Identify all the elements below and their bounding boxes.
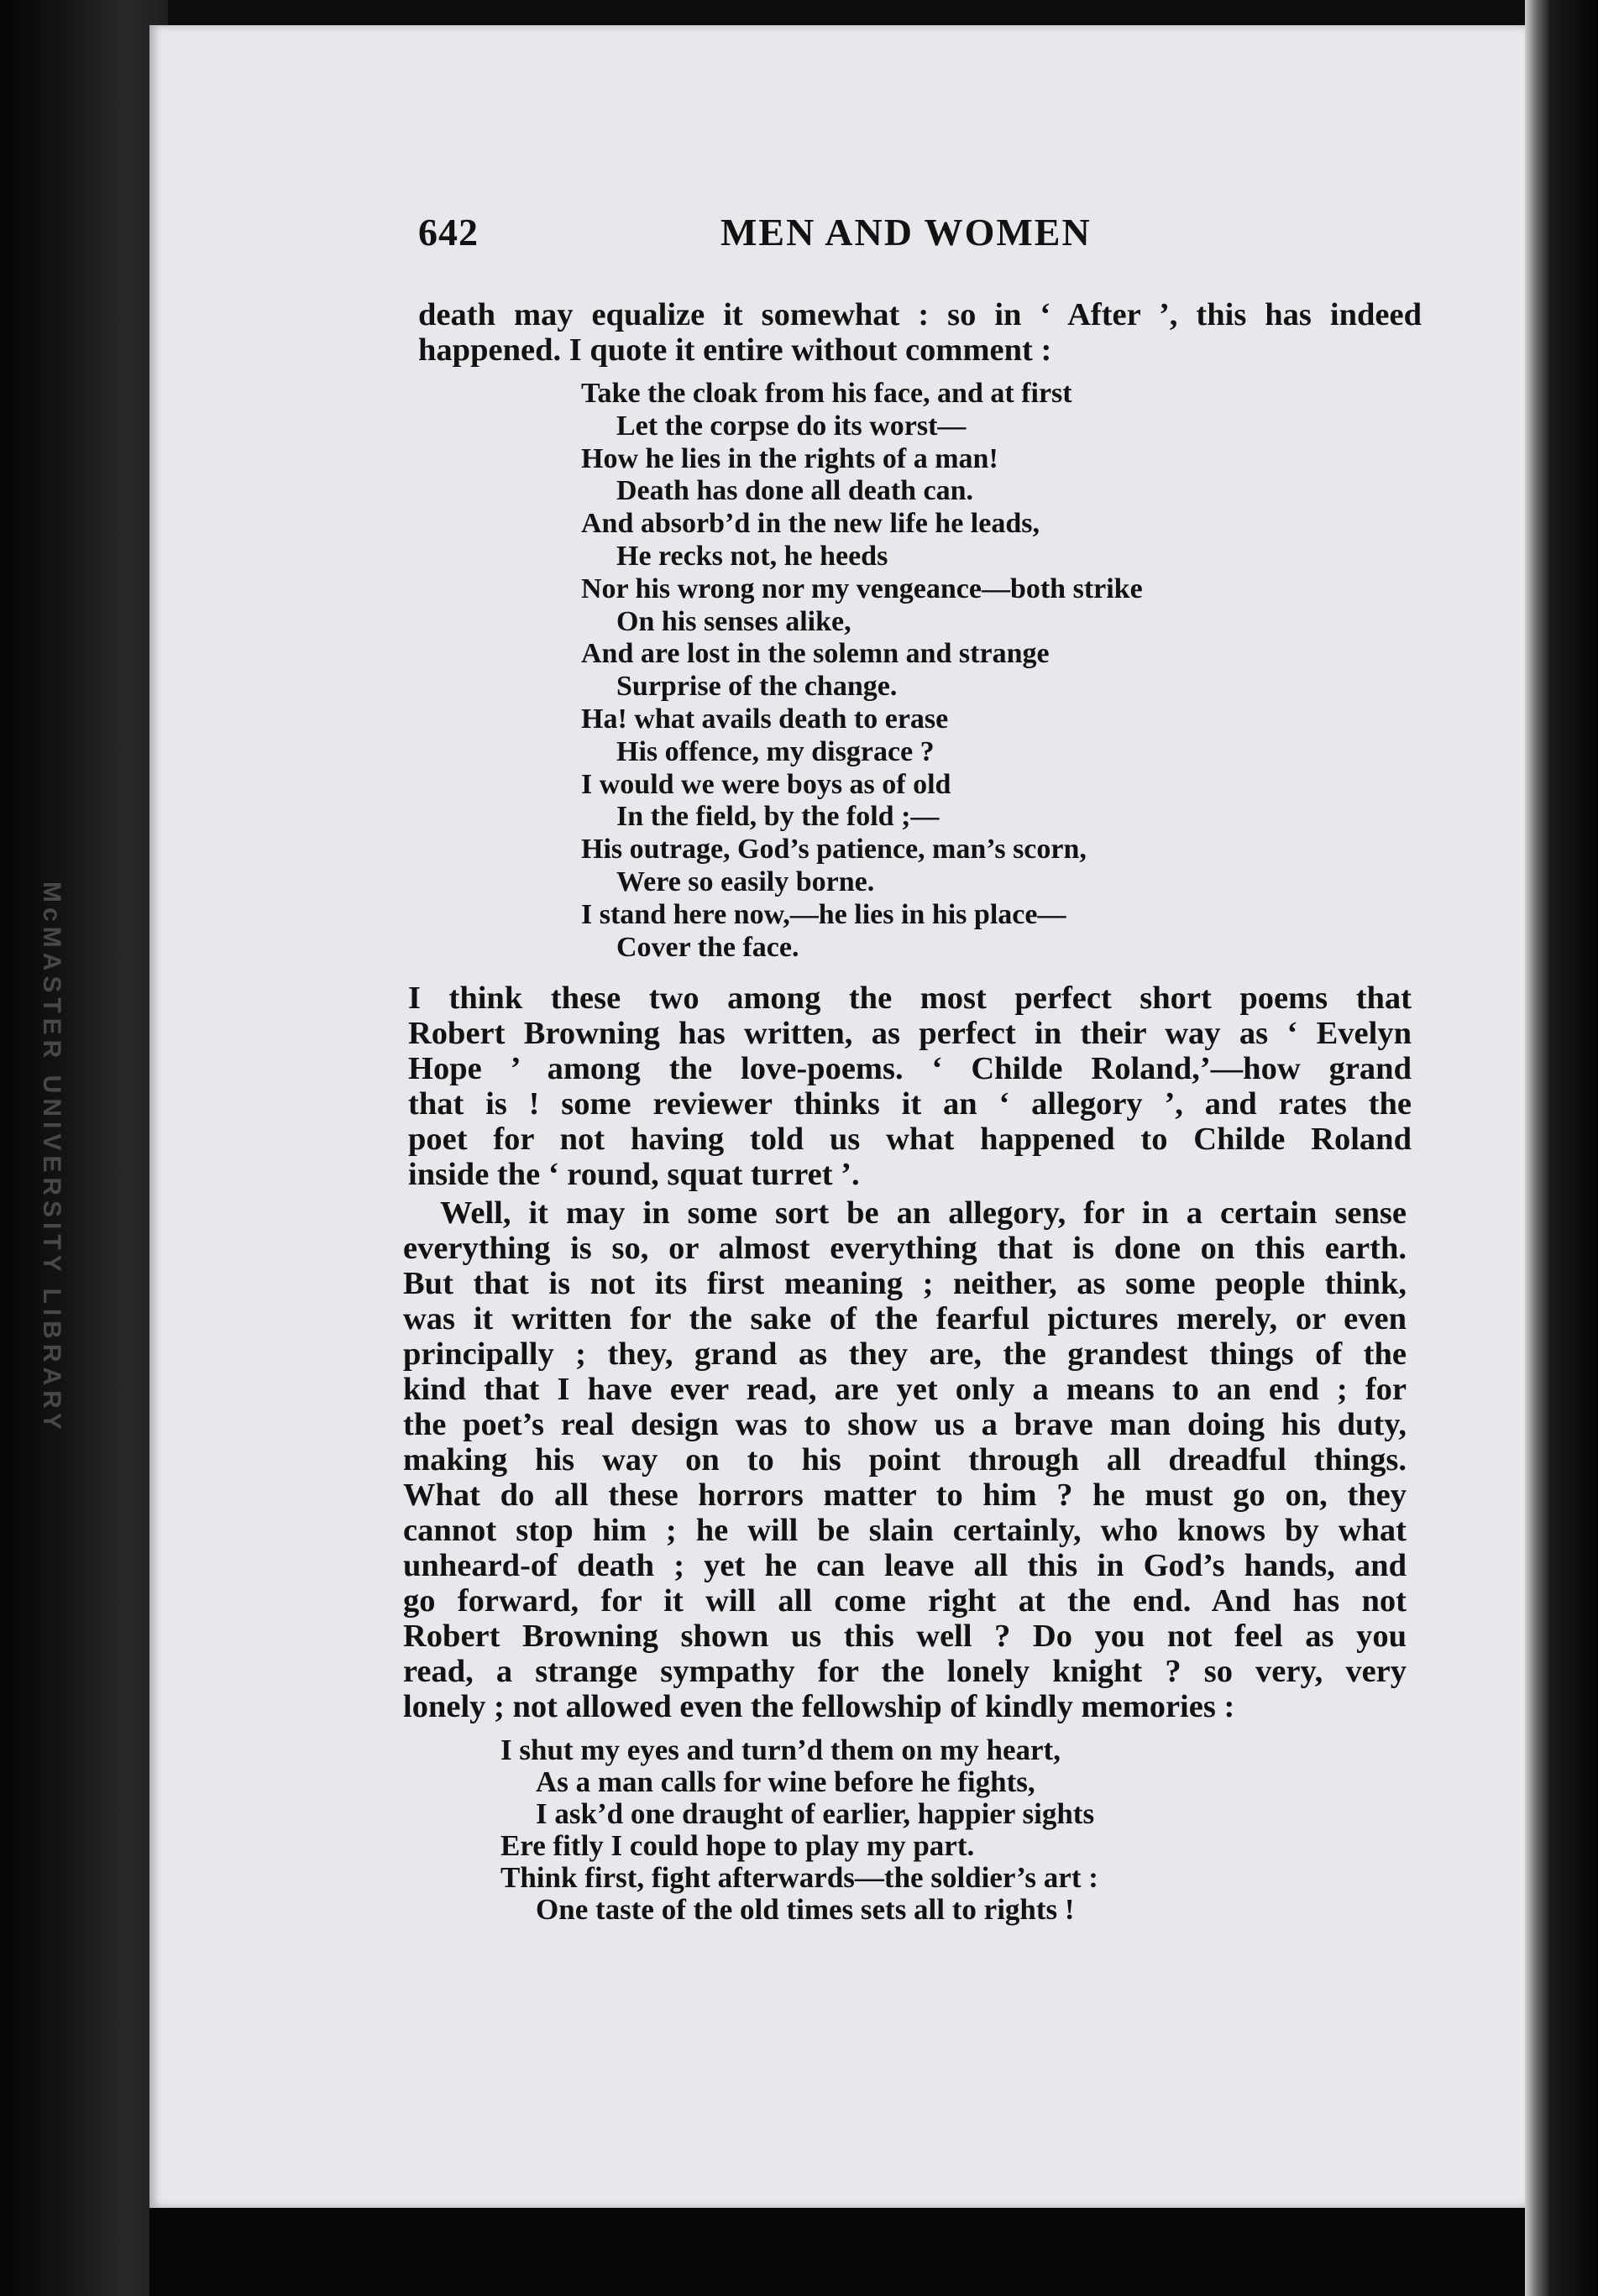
page-number: 642 — [418, 211, 479, 254]
poem-line: Death has done all death can. — [616, 475, 974, 507]
poem-childe-roland — [500, 1734, 1098, 1926]
scan-margin-right — [1525, 0, 1598, 2296]
poem-line: And absorb’d in the new life he leads, — [581, 508, 1040, 540]
poem-line: Cover the face. — [616, 931, 799, 963]
poem-line: His offence, my disgrace ? — [616, 735, 935, 767]
poem-line: Nor his wrong nor my vengeance—both strike — [581, 573, 1143, 604]
paragraph-allegory — [403, 1195, 1407, 1724]
poem-line: One taste of the old times sets all to rights ! — [536, 1893, 1075, 1926]
text-line: I think these two among the most perfect short poems that — [408, 981, 1412, 1016]
poem-line: Were so easily borne. — [616, 866, 875, 897]
running-head — [418, 210, 1107, 269]
text-line: kind that I have ever read, are yet only a means to an end ; for — [403, 1372, 1407, 1407]
text-line: everything is so, or almost everything that is done on this earth. — [403, 1231, 1407, 1266]
running-title: MEN AND WOMEN — [720, 211, 1092, 254]
intro-paragraph — [418, 297, 1422, 368]
poem-line: Let the corpse do its worst— — [616, 410, 967, 442]
poem-line: Take the cloak from his face, and at first — [581, 378, 1072, 409]
text-line: principally ; they, grand as they are, the grandest things of the — [403, 1336, 1407, 1372]
text-line: death may equalize it somewhat : so in ‘ After ’, this has indeed — [418, 297, 1422, 332]
text-line: But that is not its first meaning ; neither, as some people think, — [403, 1266, 1407, 1301]
poem-line: I would we were boys as of old — [581, 768, 951, 800]
poem-line: And are lost in the solemn and strange — [581, 638, 1050, 670]
text-line: go forward, for it will all come right at the end. And has not — [403, 1583, 1407, 1619]
text-line: Robert Browning has written, as perfect in their way as ‘ Evelyn — [408, 1016, 1412, 1051]
text-line: lonely ; not allowed even the fellowship of kindly memories : — [403, 1689, 1235, 1724]
scan-margin-bottom — [149, 2208, 1525, 2296]
text-line: making his way on to his point through all dreadful things. — [403, 1442, 1407, 1477]
poem-line: I shut my eyes and turn’d them on my heart, — [500, 1734, 1061, 1766]
text-line: happened. I quote it entire without comment : — [418, 332, 1052, 368]
text-line: What do all these horrors matter to him ? he must go on, they — [403, 1477, 1407, 1513]
text-line: poet for not having told us what happened to Childe Roland — [408, 1122, 1412, 1157]
text-line: Hope ’ among the love-poems. ‘ Childe Roland,’—how grand — [408, 1051, 1412, 1086]
poem-line: Ere fitly I could hope to play my part. — [500, 1829, 975, 1862]
poem-line: How he lies in the rights of a man! — [581, 442, 998, 474]
poem-line: Ha! what avails death to erase — [581, 703, 949, 735]
text-line: that is ! some reviewer thinks it an ‘ allegory ’, and rates the — [408, 1086, 1412, 1122]
poem-after — [581, 378, 1143, 964]
text-line: cannot stop him ; he will be slain certainly, who knows by what — [403, 1513, 1407, 1548]
scan-margin-left — [0, 0, 168, 2296]
poem-line: I ask’d one draught of earlier, happier sights — [536, 1797, 1095, 1830]
text-line: inside the ‘ round, squat turret ’. — [408, 1157, 860, 1192]
text-line: Well, it may in some sort be an allegory, for in a certain sense — [440, 1195, 1407, 1231]
text-line: the poet’s real design was to show us a brave man doing his duty, — [403, 1407, 1407, 1442]
poem-line: He recks not, he heeds — [616, 540, 888, 572]
paragraph-childe-roland — [408, 981, 1412, 1192]
poem-line: Surprise of the change. — [616, 671, 898, 703]
text-line: read, a strange sympathy for the lonely knight ? so very, very — [403, 1654, 1407, 1689]
poem-line: On his senses alike, — [616, 605, 851, 637]
library-stamp: McMASTER UNIVERSITY LIBRARY — [38, 881, 65, 1435]
text-line: unheard-of death ; yet he can leave all this in God’s hands, and — [403, 1548, 1407, 1583]
poem-line: I stand here now,—he lies in his place— — [581, 898, 1066, 930]
poem-line: His outrage, God’s patience, man’s scorn, — [581, 834, 1087, 866]
text-line: Robert Browning shown us this well ? Do you not feel as you — [403, 1619, 1407, 1654]
poem-line: Think first, fight afterwards—the soldier’s art : — [500, 1861, 1098, 1894]
poem-line: As a man calls for wine before he fights, — [536, 1765, 1035, 1798]
text-line: was it written for the sake of the fearful pictures merely, or even — [403, 1301, 1407, 1336]
poem-line: In the field, by the fold ;— — [616, 801, 940, 833]
